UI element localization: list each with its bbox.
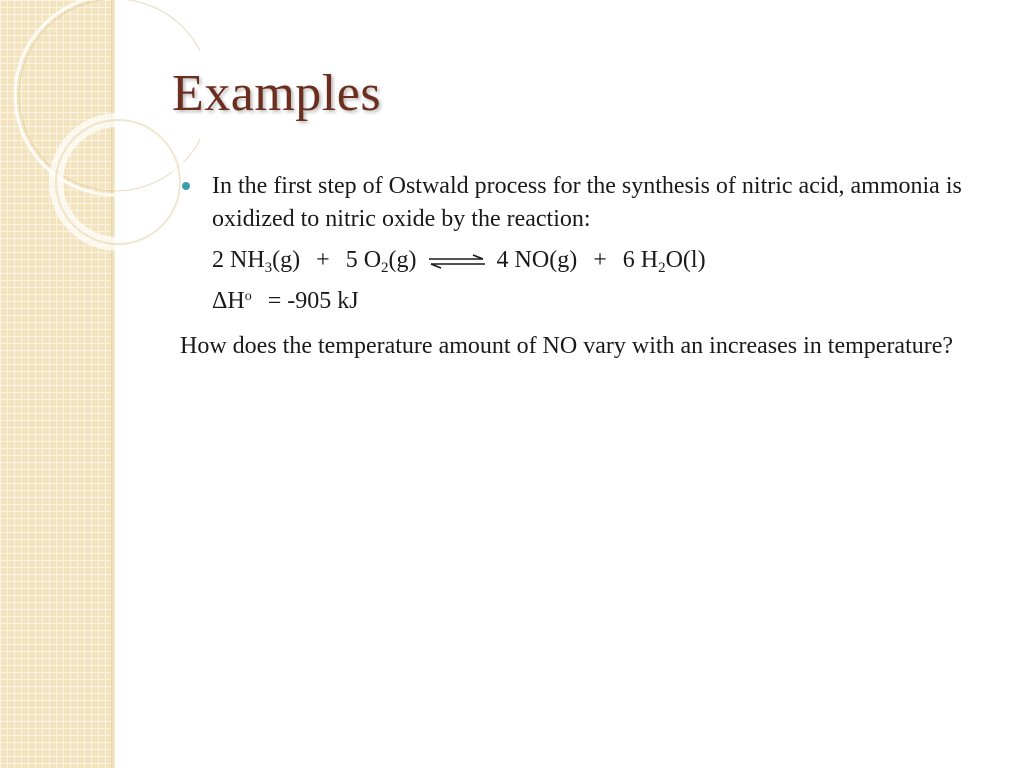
eq-oxygen-state: (g) <box>388 247 417 273</box>
enthalpy-value: = -905 kJ <box>267 288 359 314</box>
reaction-equation <box>180 244 980 277</box>
eq-water: 6 H <box>622 247 659 273</box>
slide-content <box>180 170 980 363</box>
enthalpy-line <box>180 285 980 318</box>
eq-ammonia-subscript: 3 <box>264 260 273 276</box>
decorative-circles <box>0 0 200 330</box>
enthalpy-symbol: ΔH <box>212 288 245 314</box>
eq-nitric-oxide: 4 NO(g) <box>496 247 578 273</box>
eq-water-state: O(l) <box>665 247 706 273</box>
eq-oxygen: 5 O <box>345 247 382 273</box>
slide-title: Examples <box>172 65 382 122</box>
eq-oxygen-subscript: 2 <box>381 260 389 276</box>
eq-plus-2: + <box>593 247 607 273</box>
bullet-icon <box>182 182 190 190</box>
equilibrium-arrow-icon <box>427 253 487 269</box>
bullet-item <box>180 170 980 236</box>
question-text: How does the temperature amount of NO vary with an increases in temperature? <box>180 333 954 359</box>
eq-water-subscript: 2 <box>658 260 666 276</box>
eq-ammonia: 2 NH <box>212 247 265 273</box>
enthalpy-superscript: o <box>244 289 252 304</box>
eq-plus-1: + <box>316 247 330 273</box>
eq-ammonia-state: (g) <box>272 247 301 273</box>
bullet-text: In the first step of Ostwald process for the synthesis of nitric acid, ammonia is oxidized to nitric oxide by the reaction: <box>212 173 962 232</box>
